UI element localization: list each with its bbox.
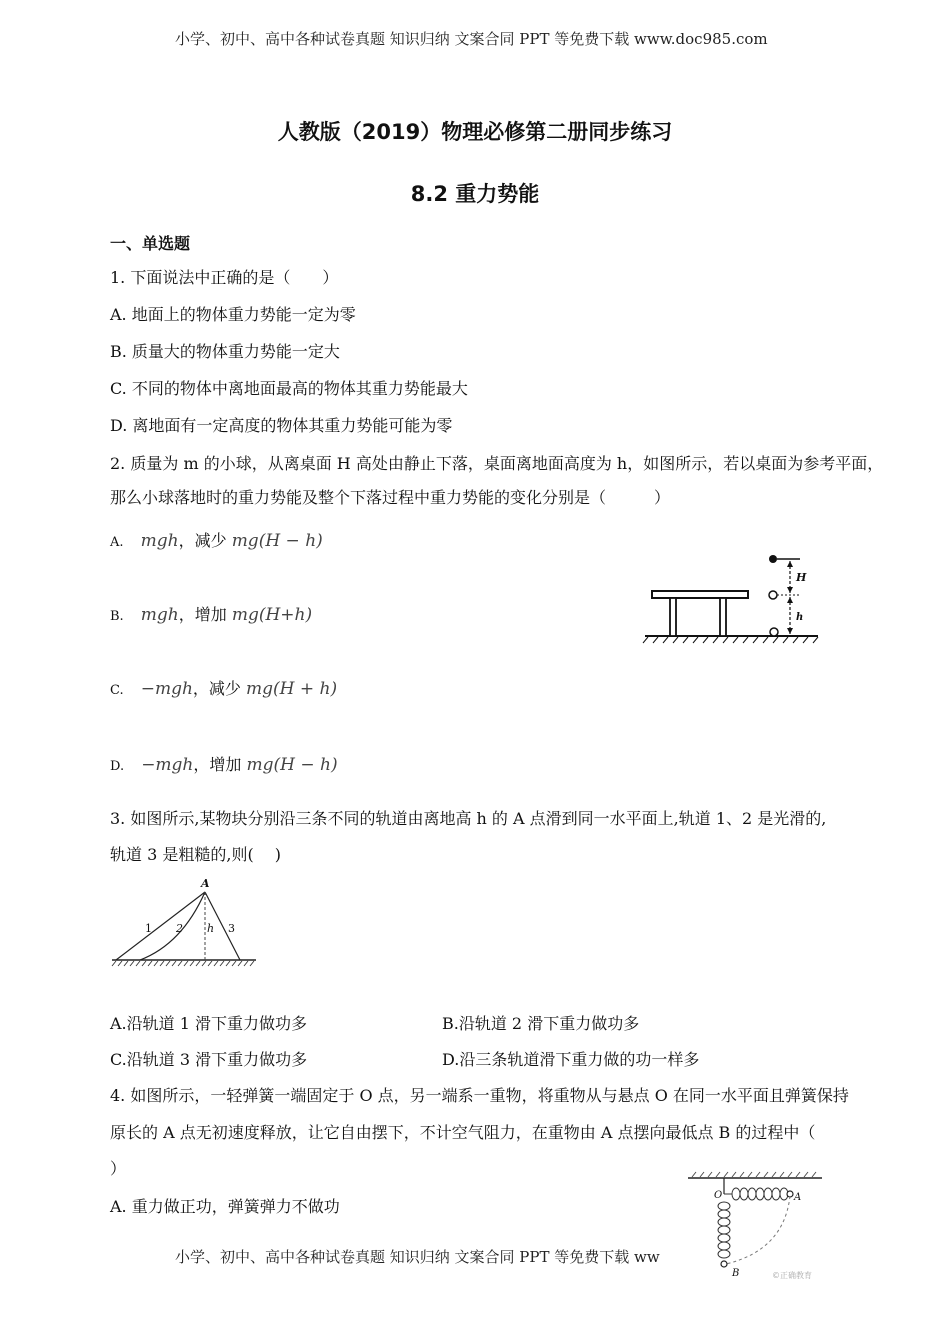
q3-figure-label-A: A [201, 877, 210, 890]
q2-option-c-expr2: mg(H + h) [246, 679, 338, 699]
q3-figure-label-3: 3 [228, 922, 235, 935]
q4-stem-line3: ） [110, 1159, 127, 1178]
q1-stem: 1. 下面说法中正确的是（ ） [110, 268, 339, 287]
q1-option-a: A. 地面上的物体重力势能一定为零 [110, 305, 356, 324]
q2-option-a-word: ，减少 [178, 531, 227, 550]
q2-option-d-word: ，增加 [193, 755, 242, 774]
page-header: 小学、初中、高中各种试卷真题 知识归纳 文案合同 PPT 等免费下载 www.doc985.com [175, 30, 768, 48]
q3-option-d: D.沿三条轨道滑下重力做的功一样多 [442, 1050, 700, 1069]
q3-stem-line1: 3. 如图所示,某物块分别沿三条不同的轨道由离地高 h 的 A 点滑到同一水平面上,轨道 1、2 是光滑的, [110, 809, 827, 828]
q2-stem-line2: 那么小球落地时的重力势能及整个下落过程中重力势能的变化分别是（ ） [110, 488, 671, 507]
document-title: 人教版（2019）物理必修第二册同步练习 [277, 120, 673, 144]
q2-option-b-expr1: mgh [140, 605, 179, 625]
q2-option-c [110, 676, 337, 699]
q3-option-c: C.沿轨道 3 滑下重力做功多 [110, 1050, 308, 1069]
page-footer: 小学、初中、高中各种试卷真题 知识归纳 文案合同 PPT 等免费下载 ww [175, 1248, 660, 1266]
q1-option-d: D. 离地面有一定高度的物体其重力势能可能为零 [110, 416, 453, 435]
document-subtitle: 8.2 重力势能 [410, 182, 540, 206]
q1-option-c: C. 不同的物体中离地面最高的物体其重力势能最大 [110, 379, 468, 398]
section-heading: 一、单选题 [110, 234, 191, 253]
q2-option-a [110, 528, 323, 551]
q4-stem-line2: 原长的 A 点无初速度释放，让它自由摆下，不计空气阻力，在重物由 A 点摆向最低点 B 的过程中（ [110, 1123, 816, 1142]
q4-stem-line1: 4. 如图所示，一轻弹簧一端固定于 O 点，另一端系一重物，将重物从与悬点 O 在同一水平面且弹簧保持 [110, 1086, 849, 1105]
q2-option-a-label: A. [110, 535, 124, 550]
q3-figure-tracks [110, 874, 260, 970]
q4-figure-label-A: A [794, 1192, 802, 1203]
q3-figure-label-1: 1 [145, 922, 152, 935]
q3-stem-line2: 轨道 3 是粗糙的,则( ) [110, 845, 282, 864]
q2-option-c-label: C. [110, 683, 124, 698]
q2-stem-line1: 2. 质量为 m 的小球，从离桌面 H 高处由静止下落，桌面离地面高度为 h，如图所示，若以桌面为参考平面， [110, 454, 884, 473]
q2-figure-label-H: H [796, 571, 807, 584]
q2-option-d-label: D. [110, 759, 125, 774]
q2-option-b-expr2: mg(H+h) [231, 605, 313, 625]
q4-figure-label-B: B [732, 1268, 740, 1279]
q4-figure-watermark: ©正确教育 [772, 1271, 812, 1280]
q3-figure-label-h: h [207, 922, 215, 935]
q3-option-b: B.沿轨道 2 滑下重力做功多 [442, 1014, 640, 1033]
q1-option-b: B. 质量大的物体重力势能一定大 [110, 342, 340, 361]
q2-option-b [110, 602, 312, 625]
q2-figure-table [640, 548, 820, 644]
q2-option-b-word: ，增加 [178, 605, 227, 624]
q2-option-d-expr2: mg(H − h) [246, 755, 338, 775]
q2-option-a-expr1: mgh [140, 531, 179, 551]
q4-figure-label-O: O [714, 1190, 723, 1201]
q2-option-b-label: B. [110, 609, 124, 624]
q2-option-a-expr2: mg(H − h) [231, 531, 323, 551]
q2-option-d [110, 752, 338, 775]
q2-option-c-expr1: −mgh [140, 679, 193, 699]
q3-option-a: A.沿轨道 1 滑下重力做功多 [110, 1014, 307, 1033]
q2-option-d-expr1: −mgh [141, 755, 194, 775]
q4-figure-spring [684, 1170, 844, 1282]
q3-figure-label-2: 2 [176, 922, 183, 935]
q4-option-a: A. 重力做正功，弹簧弹力不做功 [110, 1197, 340, 1216]
q2-option-c-word: ，减少 [192, 679, 241, 698]
q2-figure-label-h: h [796, 612, 804, 623]
